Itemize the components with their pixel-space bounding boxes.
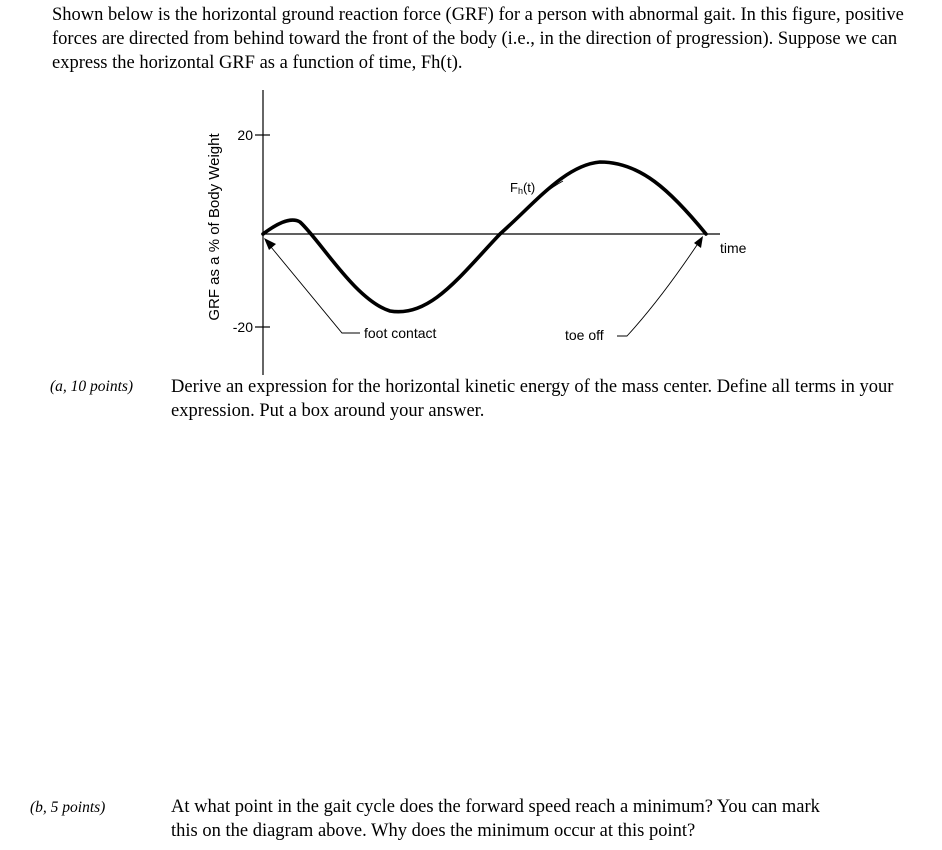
grf-chart — [0, 0, 942, 380]
toe-off-leader — [617, 245, 697, 336]
question-b-text: At what point in the gait cycle does the forward speed reach a minimum? You can mark this on the diagram above. Why does the minimum occur at this point? — [171, 797, 820, 841]
ytick-20-label: 20 — [237, 127, 253, 143]
grf-curve — [263, 162, 706, 312]
curve-label-tail: (t) — [522, 180, 536, 195]
curve-label — [510, 180, 535, 196]
toe-off-label: toe off — [565, 327, 604, 343]
y-axis-label: GRF as a % of Body Weight — [206, 133, 223, 321]
question-b-points: (b, 5 points) — [30, 799, 106, 816]
foot-contact-arrowhead — [264, 238, 276, 250]
curve-label-sub: h — [517, 186, 523, 196]
ytick-neg20-label: -20 — [232, 319, 253, 335]
question-a-points: (a, 10 points) — [50, 378, 134, 395]
toe-off-arrowhead — [694, 236, 703, 248]
foot-contact-label: foot contact — [364, 325, 437, 341]
x-axis-label: time — [720, 240, 747, 256]
curve-label-main: F — [510, 180, 518, 195]
foot-contact-leader — [271, 247, 360, 333]
question-a-text: Derive an expression for the horizontal kinetic energy of the mass center. Define all terms in your expression. Put a box around your answer. — [171, 377, 894, 421]
intro-paragraph: Shown below is the horizontal ground reaction force (GRF) for a person with abnormal gait. In this figure, positive forces are directed from behind toward the front of the body (i.e., in the direction of progression). Suppose we can express the horizontal GRF as a function of time, Fh(t). — [52, 5, 904, 73]
